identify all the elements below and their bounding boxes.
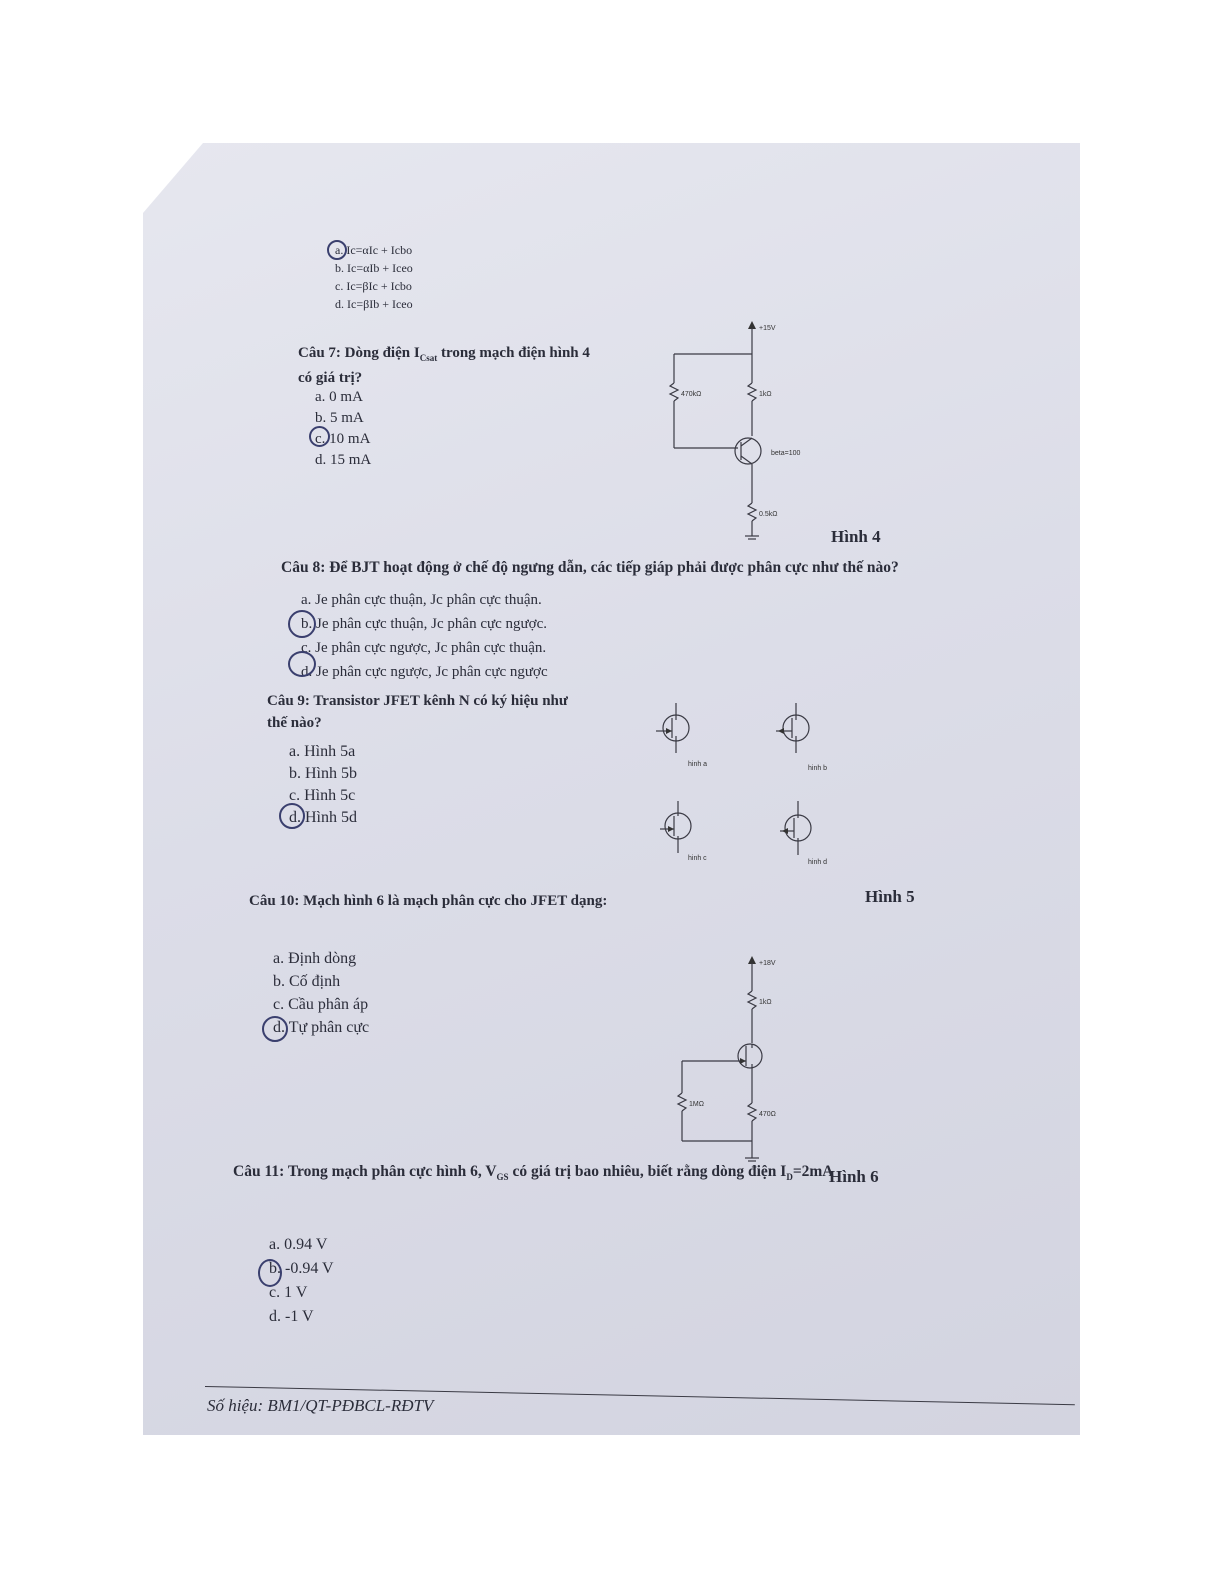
supply-arrow-icon xyxy=(748,956,756,964)
jfet-symbol-b xyxy=(776,703,827,772)
q7-line1: Câu 7: Dòng điện I xyxy=(298,345,420,361)
q11-part3: =2mA xyxy=(792,1163,834,1180)
q8-option-b: b. Je phân cực thuận, Jc phân cực ngược. xyxy=(301,616,547,632)
q11-option-d: d. -1 V xyxy=(269,1308,314,1325)
hinh4-beta-label: beta=100 xyxy=(771,450,801,457)
exam-paper xyxy=(143,143,1080,1435)
q10-question: Câu 10: Mạch hình 6 là mạch phân cực cho JFET dạng: xyxy=(249,893,608,909)
jfet-symbol-d xyxy=(780,801,827,866)
jfet-symbol-a xyxy=(656,703,707,768)
q9-line2: thế nào? xyxy=(267,715,322,731)
q11-part1: Câu 11: Trong mạch phân cực hình 6, V xyxy=(233,1163,497,1180)
hinh5-label-a: hinh a xyxy=(688,761,708,768)
q11-part2: có giá trị bao nhiêu, biết rằng dòng điện I xyxy=(508,1163,787,1180)
q10-option-c: c. Cầu phân áp xyxy=(273,996,369,1013)
answer-mark-q8-b xyxy=(288,610,316,638)
jfet-icon xyxy=(738,1044,762,1068)
rg-resistor-icon xyxy=(678,1093,686,1111)
q11-question xyxy=(233,1163,834,1182)
hinh6-rs-label: 470Ω xyxy=(759,1111,776,1118)
rs-resistor-icon xyxy=(748,1103,756,1121)
answer-mark-q7-c xyxy=(309,426,330,447)
hinh4-caption: Hình 4 xyxy=(831,527,881,546)
answer-mark-q10-d xyxy=(262,1016,288,1042)
q8-option-d: d. Je phân cực ngược, Jc phân cực ngược xyxy=(301,664,548,680)
q10-option-b: b. Cố định xyxy=(273,973,341,990)
q7-line2: có giá trị? xyxy=(298,370,363,386)
supply-arrow-icon xyxy=(748,321,756,329)
hinh4-supply-label: +15V xyxy=(759,325,776,332)
q7-option-b: b. 5 mA xyxy=(315,410,364,426)
q7-option-d: d. 15 mA xyxy=(315,452,372,468)
q7-sub: Csat xyxy=(419,353,438,363)
formula-option-c: c. Ic=βIc + Icbo xyxy=(335,279,412,293)
formula-option-a: a. Ic=αIc + Icbo xyxy=(335,243,413,257)
hinh6-caption: Hình 6 xyxy=(829,1167,879,1186)
q11-option-b: b. -0.94 V xyxy=(269,1260,334,1277)
hinh5-caption: Hình 5 xyxy=(865,887,915,906)
hinh6-rd-label: 1kΩ xyxy=(759,999,772,1006)
rb-resistor-icon xyxy=(670,383,678,401)
q11-sub1: GS xyxy=(496,1172,509,1183)
q9-option-b: b. Hình 5b xyxy=(289,765,357,782)
q8-question: Câu 8: Để BJT hoạt động ở chế độ ngưng dẫn, các tiếp giáp phải được phân cực như thế nào? xyxy=(281,559,899,576)
q7-option-a: a. 0 mA xyxy=(315,389,363,405)
q8-options xyxy=(301,588,548,684)
footer-code: Số hiệu: BM1/QT-PĐBCL-RĐTV xyxy=(207,1396,434,1415)
q9-option-a: a. Hình 5a xyxy=(289,743,356,760)
q7-line1b: trong mạch điện hình 4 xyxy=(437,345,590,361)
hinh6-circuit xyxy=(668,953,828,1173)
answer-mark-q11-b xyxy=(258,1259,282,1287)
hinh6-rg-label: 1MΩ xyxy=(689,1101,704,1108)
q10-option-d: d. Tự phân cực xyxy=(273,1019,370,1036)
answer-mark-formula-a xyxy=(327,240,347,260)
q9-option-c: c. Hình 5c xyxy=(289,787,356,804)
answer-mark-q8-d xyxy=(288,651,316,677)
q9-line1: Câu 9: Transistor JFET kênh N có ký hiệu như xyxy=(267,693,568,709)
q11-option-c: c. 1 V xyxy=(269,1284,308,1301)
q8-option-c: c. Je phân cực ngược, Jc phân cực thuận. xyxy=(301,640,547,656)
q8-option-a: a. Je phân cực thuận, Jc phân cực thuận. xyxy=(301,592,542,608)
bjt-icon xyxy=(735,438,761,464)
hinh5-label-b: hinh b xyxy=(808,765,828,772)
q11-sub2: D xyxy=(786,1172,793,1183)
re-resistor-icon xyxy=(748,503,756,521)
hinh4-rb-label: 470kΩ xyxy=(681,391,702,398)
q7-question xyxy=(298,343,590,388)
q9-option-d: d. Hình 5d xyxy=(289,809,357,826)
q10-option-a: a. Định dòng xyxy=(273,950,357,967)
hinh4-re-label: 0.5kΩ xyxy=(759,511,778,518)
folded-corner xyxy=(143,143,203,213)
q11-option-a: a. 0.94 V xyxy=(269,1236,328,1253)
formula-option-d: d. Ic=βIb + Iceo xyxy=(335,297,413,311)
q7-option-c: c. 10 mA xyxy=(315,431,371,447)
hinh6-supply-label: +18V xyxy=(759,960,776,967)
jfet-symbol-c xyxy=(660,801,707,862)
hinh4-circuit xyxy=(663,318,863,548)
hinh4-rc-label: 1kΩ xyxy=(759,391,772,398)
formula-option-b: b. Ic=αIb + Iceo xyxy=(335,261,413,275)
answer-mark-q9-d xyxy=(279,803,305,829)
hinh5-label-d: hinh d xyxy=(808,859,828,866)
rc-resistor-icon xyxy=(748,383,756,401)
rd-resistor-icon xyxy=(748,991,756,1009)
hinh5-symbols xyxy=(648,698,848,878)
q9-question xyxy=(267,690,568,734)
hinh5-label-c: hinh c xyxy=(688,855,707,862)
